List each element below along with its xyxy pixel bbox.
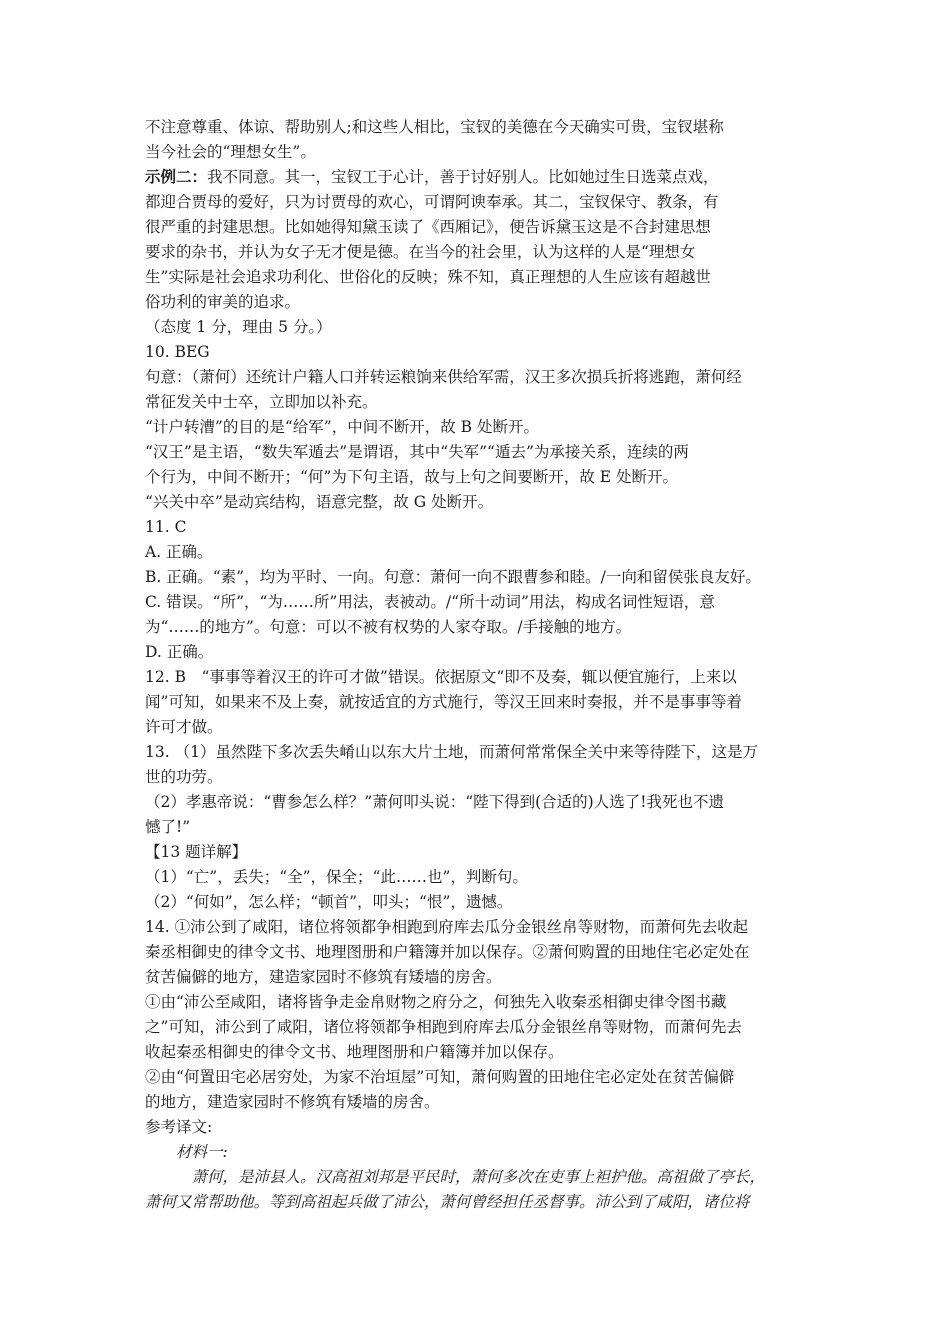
text-line: ②由“何置田宅必居穷处，为家不治垣屋”可知，萧何购置的田地住宅必定处在贫苦偏僻 [145, 1068, 735, 1086]
text-line: “汉王”是主语，“数失军遁去”是谓语，其中“失军”“遁去”为承接关系，连续的两 [145, 443, 689, 461]
text-line: 当今社会的“理想女生”。 [145, 143, 316, 161]
text-line: C. 错误。“所”，“为……所”用法，表被动。/“所十动词”用法，构成名词性短语，意 [145, 593, 715, 611]
text-line: 常征发关中士卒，立即加以补充。 [145, 393, 378, 411]
example2-line [145, 166, 719, 188]
text-line: D. 正确。 [145, 643, 214, 661]
text-line: B. 正确。“素”，均为平时、一向。句意：萧何一向不跟曹参和睦。/一向和留侯张良友好。 [145, 568, 761, 586]
translation-line: 萧何又常帮助他。等到高祖起兵做了沛公，萧何曾经担任丞督事。沛公到了咸阳，诸位将 [145, 1193, 750, 1211]
example2-label: 示例二： [145, 167, 208, 186]
text-line: （态度 1 分，理由 5 分。） [145, 318, 332, 336]
question-number: 10. BEG [145, 343, 210, 361]
text-line: A. 正确。 [145, 543, 213, 561]
text-line: 的地方，建造家园时不修筑有矮墙的房舍。 [145, 1093, 440, 1111]
text-line: 许可才做。 [145, 718, 223, 736]
text-line: 闻”可知，如果来不及上奏，就按适宜的方式施行，等汉王回来时奏报，并不是事事等着 [145, 693, 742, 711]
text-line: 都迎合贾母的爱好，只为讨贾母的欢心，可谓阿谀奉承。其二，宝钗保守、教条，有 [145, 193, 719, 211]
translation-line: 萧何，是沛县人。汉高祖刘邦是平民时，萧何多次在吏事上袒护他。高祖做了亭长， [145, 1168, 766, 1186]
section-heading: 参考译文: [145, 1118, 213, 1136]
text-line: 收起秦丞相御史的律令文书、地理图册和户籍簿并加以保存。 [145, 1043, 564, 1061]
text-line: （1）“亡”，丢失；“全”，保全；“此……也”，判断句。 [145, 868, 528, 886]
text-line: 为“……的地方”。句意：可以不被有权势的人家夺取。/手接触的地方。 [145, 618, 632, 636]
text-line: 秦丞相御史的律令文书、地理图册和户籍簿并加以保存。②萧何购置的田地住宅必定处在 [145, 943, 750, 961]
question-number: 11. C [145, 518, 187, 536]
text-line: 憾了!” [145, 818, 191, 836]
section-heading: 【13 题详解】 [145, 843, 248, 861]
text-line: “计户转漕”的目的是“给军”，中间不断开，故 B 处断开。 [145, 418, 539, 436]
example2-text: 我不同意。其一，宝钗工于心计，善于讨好别人。比如她过生日选菜点戏， [207, 168, 719, 186]
text-line: 之”可知，沛公到了咸阳，诸位将领都争相跑到府库去瓜分金银丝帛等财物，而萧何先去 [145, 1018, 742, 1036]
text-line: 要求的杂书，并认为女子无才便是德。在当今的社会里，认为这样的人是“理想女 [145, 243, 696, 261]
text-line: ①由“沛公至咸阳，诸将皆争走金帛财物之府分之，何独先入收秦丞相御史律令图书藏 [145, 993, 727, 1011]
question-number: 14. ①沛公到了咸阳，诸位将领都争相跑到府库去瓜分金银丝帛等财物，而萧何先去收起 [145, 918, 749, 936]
text-line: 世的功劳。 [145, 768, 223, 786]
text-line: 生”实际是社会追求功利化、世俗化的反映；殊不知，真正理想的人生应该有超越世 [145, 268, 711, 286]
text-line: “兴关中卒”是动宾结构，语意完整，故 G 处断开。 [145, 493, 494, 511]
text-line: 不注意尊重、体谅、帮助别人;和这些人相比，宝钗的美德在今天确实可贵，宝钗堪称 [145, 118, 724, 136]
text-line: 句意：（萧何）还统计户籍人口并转运粮饷来供给军需，汉王多次损兵折将逃跑，萧何经 [145, 368, 742, 386]
material-heading: 材料一: [145, 1143, 228, 1161]
text-line: （2）孝惠帝说：“曹参怎么样？”萧何叩头说：“陛下得到(合适的)人选了!我死也不遗 [145, 793, 724, 811]
text-line: 很严重的封建思想。比如她得知黛玉读了《西厢记》，便告诉黛玉这是不合封建思想 [145, 218, 711, 236]
text-line: 贫苦偏僻的地方，建造家园时不修筑有矮墙的房舍。 [145, 968, 502, 986]
text-line: 个行为，中间不断开；“何”为下句主语，故与上句之间要断开，故 E 处断开。 [145, 468, 679, 486]
question-number: 12. B “事事等着汉王的许可才做”错误。依据原文“即不及奏，辄以便宜施行，上来以 [145, 668, 737, 686]
question-number: 13. （1）虽然陛下多次丢失崤山以东大片土地，而萧何常常保全关中来等待陛下，这是万 [145, 743, 758, 761]
text-line: 俗功利的审美的追求。 [145, 293, 301, 311]
text-line: （2）“何如”，怎么样；“顿首”，叩头；“恨”，遗憾。 [145, 893, 513, 911]
